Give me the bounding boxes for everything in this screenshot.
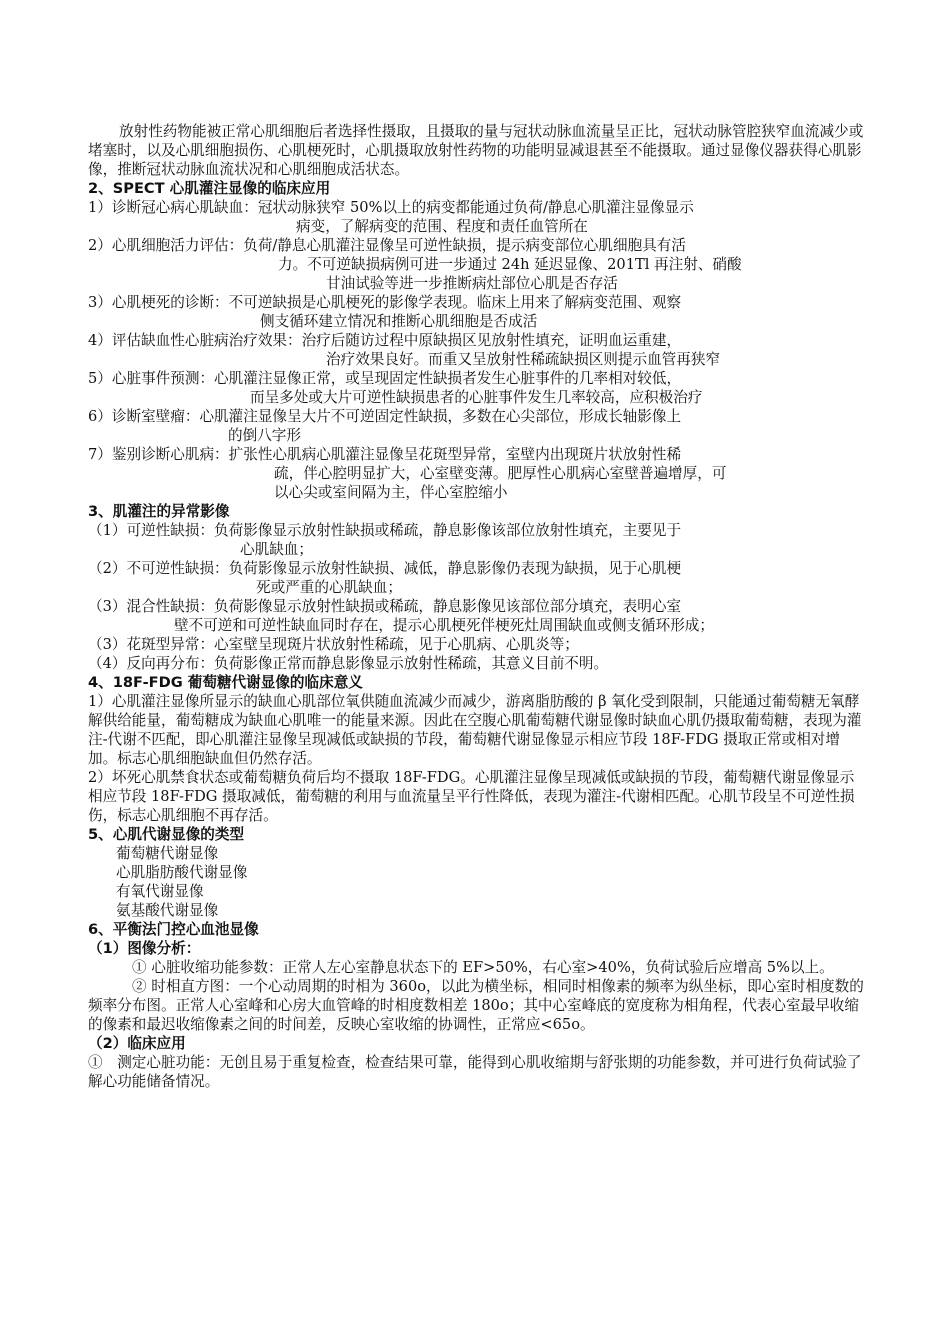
s3-item-4: （3）花斑型异常：心室壁呈现斑片状放射性稀疏，见于心肌病、心肌炎等； [88, 636, 579, 653]
s3-item-1-line-1: （1）可逆性缺损：负荷影像显示放射性缺损或稀疏，静息影像该部位放射性填充，主要见于 [88, 522, 682, 539]
section-5-heading: 5、心肌代谢显像的类型 [88, 826, 245, 843]
s3-item-2-line-1: （2）不可逆性缺损：负荷影像显示放射性缺损、减低，静息影像仍表现为缺损，见于心肌梗 [88, 560, 682, 577]
s3-item-2-line-2: 死或严重的心肌缺血； [256, 579, 402, 596]
document-page [88, 122, 866, 1091]
s3-item-3-line-1: （3）混合性缺损：负荷影像显示放射性缺损或稀疏，静息影像见该部位部分填充，表明心室 [88, 598, 682, 615]
section-2-heading: 2、SPECT 心肌灌注显像的临床应用 [88, 180, 331, 197]
s2-item-7-line-2: 疏，伴心腔明显扩大，心室壁变薄。肥厚性心肌病心室壁普遍增厚，可 [274, 465, 727, 482]
s3-item-1-line-2: 心肌缺血； [240, 541, 313, 558]
section-3-heading: 3、肌灌注的异常影像 [88, 503, 230, 520]
s4-paragraph-1: 1）心肌灌注显像所显示的缺血心肌部位氧供随血流减少而减少，游离脂肪酸的 β 氧化受到限制，只能通过葡萄糖无氧酵解供给能量，葡萄糖成为缺血心肌唯一的能量来源。因此在空腹心肌葡萄糖代谢显像时缺血心肌仍摄取葡萄糖，表现为灌注-代谢不匹配，即心肌灌注显像呈现减低或缺损的节段，葡萄糖代谢显像显示相应节段 18F-FDG 摄取正常或相对增加。标志心肌细胞缺血但仍然存活。 [88, 693, 862, 767]
s2-item-6-line-2: 的倒八字形 [228, 427, 301, 444]
s2-item-3-line-2: 侧支循环建立情况和推断心肌细胞是否成活 [260, 313, 538, 330]
s2-item-1-line-2: 病变，了解病变的范围、程度和责任血管所在 [296, 218, 588, 235]
s6-subheading-1: （1）图像分析： [88, 940, 201, 957]
s4-paragraph-2: 2）坏死心肌禁食状态或葡萄糖负荷后均不摄取 18F-FDG。心肌灌注显像呈现减低或缺损的节段，葡萄糖代谢显像显示相应节段 18F-FDG 摄取减低，葡萄糖的利用与血流量呈平行性降低，表现为灌注-代谢相匹配。心肌节段呈不可逆性损伤，标志心肌细胞不再存活。 [88, 769, 855, 824]
s3-item-5: （4）反向再分布：负荷影像正常而静息影像显示放射性稀疏，其意义目前不明。 [88, 655, 609, 672]
s2-item-1-line-1: 1）诊断冠心病心肌缺血：冠状动脉狭窄 50%以上的病变都能通过负荷/静息心肌灌注显像显示 [88, 199, 694, 216]
s2-item-6-line-1: 6）诊断室壁瘤：心肌灌注显像呈大片不可逆固定性缺损，多数在心尖部位，形成长轴影像上 [88, 408, 682, 425]
s2-item-5-line-2: 而呈多处或大片可逆性缺损患者的心脏事件发生几率较高，应积极治疗 [250, 389, 703, 406]
s6-application-item-1: ① 测定心脏功能：无创且易于重复检查，检查结果可靠，能得到心肌收缩期与舒张期的功能参数，并可进行负荷试验了解心功能储备情况。 [88, 1054, 862, 1090]
s6-analysis-item-2: ② 时相直方图：一个心动周期的时相为 360o，以此为横坐标，相同时相像素的频率为纵坐标，即心室时相度数的频率分布图。正常人心室峰和心房大血管峰的时相度数相差 180o；其中心室峰底的宽度称为相角程，代表心室最早收缩的像素和最迟收缩像素之间的时间差，反映心室收缩的协调性，正常应<65o。 [88, 978, 864, 1033]
s2-item-4-line-1: 4）评估缺血性心脏病治疗效果：治疗后随访过程中原缺损区见放射性填充，证明血运重建， [88, 332, 682, 349]
s2-item-2-line-1: 2）心肌细胞活力评估：负荷/静息心肌灌注显像呈可逆性缺损，提示病变部位心肌细胞具有活 [88, 237, 686, 254]
s5-list-item: 氨基酸代谢显像 [116, 902, 219, 919]
s2-item-7-line-1: 7）鉴别诊断心肌病：扩张性心肌病心肌灌注显像呈花斑型异常，室壁内出现斑片状放射性稀 [88, 446, 682, 463]
section-6-heading: 6、平衡法门控心血池显像 [88, 921, 259, 938]
s5-list-item: 心肌脂肪酸代谢显像 [116, 864, 248, 881]
s6-subheading-2: （2）临床应用 [88, 1035, 186, 1052]
s3-item-3-line-2: 壁不可逆和可逆性缺血同时存在，提示心肌梗死伴梗死灶周围缺血或侧支循环形成； [174, 617, 714, 634]
s2-item-3-line-1: 3）心肌梗死的诊断：不可逆缺损是心肌梗死的影像学表现。临床上用来了解病变范围、观察 [88, 294, 682, 311]
s5-list-item: 葡萄糖代谢显像 [116, 845, 219, 862]
intro-paragraph: 放射性药物能被正常心肌细胞后者选择性摄取，且摄取的量与冠状动脉血流量呈正比，冠状动脉管腔狭窄血流减少或堵塞时，以及心肌细胞损伤、心肌梗死时，心肌摄取放射性药物的功能明显减退甚至不能摄取。通过显像仪器获得心肌影像，推断冠状动脉血流状况和心肌细胞成活状态。 [88, 123, 864, 178]
s2-item-2-line-3: 甘油试验等进一步推断病灶部位心肌是否存活 [326, 275, 618, 292]
s2-item-7-line-3: 以心尖或室间隔为主，伴心室腔缩小 [274, 484, 508, 501]
s2-item-5-line-1: 5）心脏事件预测：心肌灌注显像正常，或呈现固定性缺损者发生心脏事件的几率相对较低， [88, 370, 682, 387]
s5-list-item: 有氧代谢显像 [116, 883, 204, 900]
s6-analysis-item-1: ① 心脏收缩功能参数：正常人左心室静息状态下的 EF>50%，右心室>40%，负荷试验后应增高 5%以上。 [132, 959, 834, 976]
s2-item-2-line-2: 力。不可逆缺损病例可进一步通过 24h 延迟显像、201Tl 再注射、硝酸 [278, 256, 742, 273]
s2-item-4-line-2: 治疗效果良好。而重又呈放射性稀疏缺损区则提示血管再狭窄 [326, 351, 721, 368]
section-4-heading: 4、18F-FDG 葡萄糖代谢显像的临床意义 [88, 674, 363, 691]
